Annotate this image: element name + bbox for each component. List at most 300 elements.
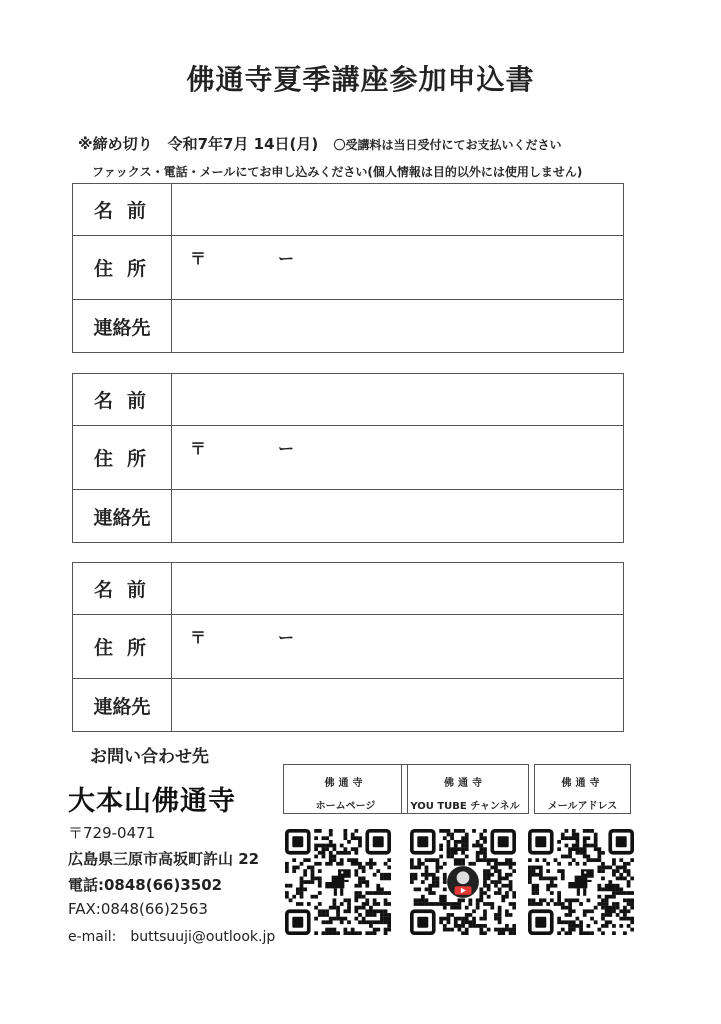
qr-module: [554, 884, 558, 888]
qr-module: [343, 909, 347, 913]
qr-code-homepage[interactable]: [285, 829, 391, 935]
qr-module: [479, 844, 483, 848]
qr-module: [576, 898, 580, 902]
qr-module: [428, 858, 432, 862]
qr-module: [532, 873, 536, 877]
qr-module: [597, 928, 601, 932]
qr-module: [458, 862, 462, 866]
qr-module: [432, 902, 436, 906]
address-field[interactable]: [172, 236, 624, 300]
qr-module: [439, 847, 443, 851]
qr-module: [487, 902, 491, 906]
qr-module: [443, 902, 447, 906]
qr-module: [476, 840, 480, 844]
qr-module: [318, 851, 322, 855]
qr-module: [454, 858, 458, 862]
qr-module: [498, 873, 502, 877]
qr-module: [572, 844, 576, 848]
qr-module: [594, 858, 598, 862]
qr-module: [565, 920, 569, 924]
qr-module: [380, 877, 384, 881]
qr-module: [447, 913, 451, 917]
name-label: 名前: [73, 374, 172, 426]
qr-module: [333, 928, 337, 932]
postal-code: 〒729-0471: [68, 824, 156, 842]
qr-module: [543, 877, 547, 881]
qr-module: [450, 906, 454, 910]
qr-module: [351, 858, 355, 862]
qr-module: [565, 829, 569, 833]
qr-module: [354, 895, 358, 899]
qr-module: [333, 847, 337, 851]
qr-module: [579, 851, 583, 855]
qr-module: [380, 913, 384, 917]
qr-module: [512, 869, 516, 873]
qr-module: [358, 877, 362, 881]
qr-module: [428, 884, 432, 888]
qr-module: [354, 898, 358, 902]
qr-module: [623, 906, 627, 910]
qr-module: [421, 902, 425, 906]
qr-module: [384, 862, 388, 866]
qr-module: [590, 909, 594, 913]
qr-module: [362, 869, 366, 873]
qr-module: [439, 895, 443, 899]
qr-module: [458, 829, 462, 833]
qr-module: [425, 898, 429, 902]
qr-module: [314, 855, 318, 859]
qr-module: [546, 869, 550, 873]
qr-module: [369, 920, 373, 924]
qr-module: [358, 913, 362, 917]
qr-module: [590, 858, 594, 862]
qr-module: [509, 931, 513, 935]
qr-module: [311, 869, 315, 873]
qr-module: [454, 906, 458, 910]
qr-module: [561, 836, 565, 840]
qr-module: [465, 855, 469, 859]
qr-module: [554, 858, 558, 862]
qr-module: [512, 924, 516, 928]
qr-module: [532, 887, 536, 891]
qr-module: [612, 858, 616, 862]
qr-module: [512, 931, 516, 935]
name-field[interactable]: [172, 374, 624, 426]
qr-module: [358, 920, 362, 924]
qr-module: [623, 913, 627, 917]
qr-module: [425, 902, 429, 906]
qr-module: [528, 869, 532, 873]
qr-module: [369, 909, 373, 913]
qr-module: [583, 913, 587, 917]
qr-module: [576, 862, 580, 866]
qr-module: [461, 851, 465, 855]
qr-module: [322, 844, 326, 848]
qr-module: [579, 931, 583, 935]
qr-module: [410, 858, 414, 862]
qr-module: [601, 877, 605, 881]
qr-module: [373, 902, 377, 906]
address-label: 住所: [73, 426, 172, 490]
qr-module: [373, 862, 377, 866]
qr-module: [384, 917, 388, 921]
qr-module: [347, 851, 351, 855]
qr-module: [509, 887, 513, 891]
qr-module: [627, 924, 631, 928]
qr-module: [340, 920, 344, 924]
qr-module: [450, 928, 454, 932]
qr-module: [365, 931, 369, 935]
qr-module: [343, 847, 347, 851]
qr-module: [439, 917, 443, 921]
qr-module: [311, 877, 315, 881]
qr-module: [479, 836, 483, 840]
qr-module: [630, 906, 634, 910]
qr-module: [347, 840, 351, 844]
qr-module: [432, 891, 436, 895]
qr-module: [487, 873, 491, 877]
qr-module: [494, 913, 498, 917]
contact-field[interactable]: [172, 300, 624, 353]
qr-module: [509, 928, 513, 932]
qr-module: [505, 858, 509, 862]
qr-module: [387, 920, 391, 924]
qr-module: [543, 858, 547, 862]
qr-module: [612, 906, 616, 910]
qr-module: [465, 847, 469, 851]
qr-module: [554, 877, 558, 881]
qr-module: [616, 891, 620, 895]
qr-label-name: 佛通寺: [324, 778, 367, 789]
qr-module: [483, 909, 487, 913]
qr-module: [417, 866, 421, 870]
qr-module: [539, 898, 543, 902]
qr-module: [612, 884, 616, 888]
qr-module: [627, 873, 631, 877]
qr-module: [311, 873, 315, 877]
qr-module: [565, 931, 569, 935]
qr-module: [354, 862, 358, 866]
qr-module: [329, 931, 333, 935]
qr-module: [568, 920, 572, 924]
qr-module: [443, 880, 447, 884]
qr-module: [351, 833, 355, 837]
qr-module: [362, 906, 366, 910]
qr-module: [410, 862, 414, 866]
qr-module: [612, 895, 616, 899]
qr-module: [568, 906, 572, 910]
qr-module: [476, 906, 480, 910]
contact-label: 連絡先: [73, 300, 172, 353]
qr-module: [608, 880, 612, 884]
qr-module: [314, 862, 318, 866]
qr-module: [380, 920, 384, 924]
qr-module: [314, 895, 318, 899]
qr-module: [557, 840, 561, 844]
qr-module: [586, 924, 590, 928]
qr-module: [414, 866, 418, 870]
qr-module: [594, 847, 598, 851]
qr-module: [498, 891, 502, 895]
qr-module: [550, 884, 554, 888]
qr-module: [490, 902, 494, 906]
qr-module: [623, 869, 627, 873]
qr-module: [627, 880, 631, 884]
qr-module: [608, 909, 612, 913]
qr-module: [314, 847, 318, 851]
qr-code-email[interactable]: [528, 829, 634, 935]
qr-module: [476, 855, 480, 859]
qr-module: [303, 887, 307, 891]
qr-module: [627, 862, 631, 866]
qr-module: [568, 851, 572, 855]
qr-module: [425, 866, 429, 870]
qr-module: [336, 909, 340, 913]
qr-module: [605, 895, 609, 899]
qr-module: [605, 866, 609, 870]
qr-module: [623, 917, 627, 921]
qr-module: [539, 873, 543, 877]
qr-module: [447, 855, 451, 859]
qr-module: [318, 909, 322, 913]
qr-module: [561, 869, 565, 873]
qr-module: [461, 924, 465, 928]
qr-module: [329, 920, 333, 924]
qr-module: [619, 891, 623, 895]
qr-module: [505, 891, 509, 895]
qr-module: [336, 917, 340, 921]
qr-module: [421, 895, 425, 899]
qr-module: [568, 928, 572, 932]
qr-module: [354, 836, 358, 840]
qr-module: [498, 917, 502, 921]
qr-module: [325, 909, 329, 913]
qr-code-youtube[interactable]: [410, 829, 516, 935]
qr-module: [358, 895, 362, 899]
qr-module: [576, 847, 580, 851]
qr-module: [476, 924, 480, 928]
qr-module: [318, 884, 322, 888]
qr-module: [498, 877, 502, 881]
qr-module: [590, 829, 594, 833]
qr-module: [619, 909, 623, 913]
qr-module: [318, 844, 322, 848]
qr-module: [619, 924, 623, 928]
qr-module: [465, 920, 469, 924]
application-form-1: [72, 183, 624, 353]
qr-module: [384, 873, 388, 877]
qr-module: [369, 931, 373, 935]
qr-module: [351, 931, 355, 935]
qr-module: [501, 877, 505, 881]
qr-module: [630, 877, 634, 881]
qr-module: [447, 847, 451, 851]
qr-module: [447, 844, 451, 848]
qr-module: [543, 898, 547, 902]
qr-module: [387, 913, 391, 917]
postal-dash: ー: [278, 249, 295, 268]
qr-module: [576, 917, 580, 921]
qr-module: [432, 884, 436, 888]
qr-module: [458, 847, 462, 851]
qr-module: [605, 909, 609, 913]
qr-module: [468, 924, 472, 928]
qr-module: [447, 829, 451, 833]
qr-module: [627, 917, 631, 921]
qr-module: [343, 928, 347, 932]
qr-module: [384, 920, 388, 924]
qr-module: [498, 928, 502, 932]
contact-field[interactable]: [172, 490, 624, 543]
qr-module: [472, 829, 476, 833]
qr-module: [483, 917, 487, 921]
qr-module: [318, 862, 322, 866]
qr-module: [479, 898, 483, 902]
qr-module: [597, 851, 601, 855]
qr-module: [410, 866, 414, 870]
qr-module: [465, 906, 469, 910]
qr-module: [340, 858, 344, 862]
qr-module: [568, 847, 572, 851]
qr-module: [528, 880, 532, 884]
qr-module: [565, 898, 569, 902]
qr-module: [583, 836, 587, 840]
qr-module: [535, 866, 539, 870]
address-text: 広島県三原市高坂町許山 22: [68, 850, 260, 868]
name-field[interactable]: [172, 563, 624, 615]
qr-module: [465, 836, 469, 840]
qr-module: [443, 829, 447, 833]
qr-module: [376, 869, 380, 873]
qr-module: [454, 924, 458, 928]
qr-module: [376, 891, 380, 895]
qr-module: [630, 902, 634, 906]
qr-module: [362, 866, 366, 870]
qr-module: [311, 866, 315, 870]
qr-module: [458, 924, 462, 928]
qr-module: [322, 913, 326, 917]
qr-module: [472, 862, 476, 866]
qr-module: [605, 887, 609, 891]
qr-module: [576, 836, 580, 840]
qr-module: [443, 917, 447, 921]
qr-module: [623, 931, 627, 935]
qr-module: [546, 862, 550, 866]
qr-module: [494, 869, 498, 873]
qr-module: [505, 928, 509, 932]
qr-module: [561, 877, 565, 881]
qr-module: [465, 913, 469, 917]
contact-field[interactable]: [172, 679, 624, 732]
qr-module: [285, 895, 289, 899]
qr-module: [616, 906, 620, 910]
qr-module: [557, 931, 561, 935]
qr-module: [468, 913, 472, 917]
qr-module: [333, 917, 337, 921]
qr-module: [597, 887, 601, 891]
qr-module: [443, 862, 447, 866]
qr-module: [494, 928, 498, 932]
qr-module: [458, 906, 462, 910]
qr-module: [358, 880, 362, 884]
qr-module: [568, 913, 572, 917]
qr-module: [376, 884, 380, 888]
address-field[interactable]: [172, 426, 624, 490]
qr-module: [380, 873, 384, 877]
qr-module: [432, 877, 436, 881]
qr-module: [535, 858, 539, 862]
qr-module: [373, 898, 377, 902]
qr-module: [601, 866, 605, 870]
qr-module: [494, 866, 498, 870]
qr-module: [619, 877, 623, 881]
qr-module: [421, 880, 425, 884]
qr-module: [296, 887, 300, 891]
qr-module: [314, 877, 318, 881]
qr-module: [479, 928, 483, 932]
qr-module: [300, 895, 304, 899]
qr-module: [586, 898, 590, 902]
qr-module: [300, 884, 304, 888]
qr-module: [483, 847, 487, 851]
qr-module: [432, 880, 436, 884]
qr-module: [630, 858, 634, 862]
qr-module: [501, 862, 505, 866]
qr-module: [630, 928, 634, 932]
qr-module: [494, 858, 498, 862]
qr-module: [325, 844, 329, 848]
address-field[interactable]: [172, 615, 624, 679]
qr-label-youtube: [401, 764, 529, 814]
name-field[interactable]: [172, 184, 624, 236]
qr-module: [443, 887, 447, 891]
qr-module: [329, 833, 333, 837]
qr-module: [487, 869, 491, 873]
qr-module: [329, 844, 333, 848]
contact-heading: お問い合わせ先: [90, 747, 209, 767]
qr-module: [347, 858, 351, 862]
qr-module: [465, 833, 469, 837]
qr-finder-center: [535, 917, 546, 928]
qr-module: [354, 884, 358, 888]
qr-module: [586, 931, 590, 935]
qr-module: [322, 931, 326, 935]
qr-module: [333, 855, 337, 859]
qr-module: [322, 847, 326, 851]
qr-module: [454, 862, 458, 866]
qr-module: [450, 851, 454, 855]
qr-module: [498, 869, 502, 873]
qr-module: [483, 855, 487, 859]
qr-module: [490, 858, 494, 862]
qr-module: [325, 847, 329, 851]
qr-module: [612, 931, 616, 935]
qr-module: [608, 887, 612, 891]
qr-module: [285, 891, 289, 895]
qr-label-caption: ホームページ: [315, 801, 376, 812]
qr-module: [432, 873, 436, 877]
qr-module: [414, 902, 418, 906]
qr-module: [436, 877, 440, 881]
qr-module: [325, 920, 329, 924]
qr-module: [568, 931, 572, 935]
qr-module: [483, 884, 487, 888]
qr-module: [329, 858, 333, 862]
qr-module: [472, 909, 476, 913]
qr-module: [576, 833, 580, 837]
qr-module: [512, 928, 516, 932]
qr-module: [307, 866, 311, 870]
